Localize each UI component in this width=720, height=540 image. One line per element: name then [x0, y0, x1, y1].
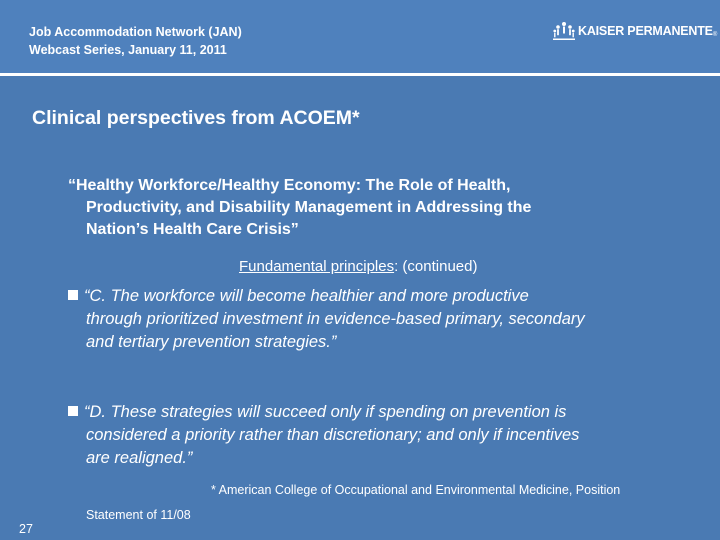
quote-line: “Healthy Workforce/Healthy Economy: The Role of Health,	[68, 177, 511, 194]
square-bullet-icon	[68, 290, 78, 300]
bullet-c-line: “C. The workforce will become healthier and more productive	[84, 287, 529, 305]
principles-label: Fundamental principles	[239, 258, 395, 275]
bullet-c-line: through prioritized investment in evidence-based primary, secondary	[86, 310, 585, 328]
bullet-d-line: are realigned.”	[86, 449, 193, 467]
footnote-line: Statement of 11/08	[86, 508, 191, 522]
principles-heading	[239, 258, 477, 275]
logo-wordmark: KAISER PERMANENTE	[578, 24, 713, 38]
bullet-principle-d	[68, 401, 708, 470]
header-org-line: Job Accommodation Network (JAN)	[29, 25, 242, 39]
logo-registered-mark: ®	[712, 32, 718, 38]
bullet-d-line: “D. These strategies will succeed only if spending on prevention is	[84, 403, 567, 421]
bullet-c-line: and tertiary prevention strategies.”	[86, 333, 337, 351]
quote-block	[68, 175, 688, 241]
slide-number: 27	[19, 522, 33, 536]
header-series-line: Webcast Series, January 11, 2011	[29, 43, 227, 57]
slide-title: Clinical perspectives from ACOEM*	[32, 107, 360, 129]
slide-header	[0, 0, 720, 73]
kaiser-figures-icon	[553, 21, 575, 41]
footnote	[86, 478, 686, 528]
kaiser-permanente-logo	[553, 20, 717, 42]
footnote-line: * American College of Occupational and Environmental Medicine, Position	[211, 483, 621, 497]
square-bullet-icon	[68, 406, 78, 416]
principles-suffix: : (continued)	[394, 258, 478, 275]
quote-line: Productivity, and Disability Management in Addressing the	[86, 199, 532, 216]
quote-line: Nation’s Health Care Crisis”	[86, 221, 299, 238]
bullet-d-line: considered a priority rather than discretionary; and only if incentives	[86, 426, 580, 444]
bullet-principle-c	[68, 285, 708, 354]
